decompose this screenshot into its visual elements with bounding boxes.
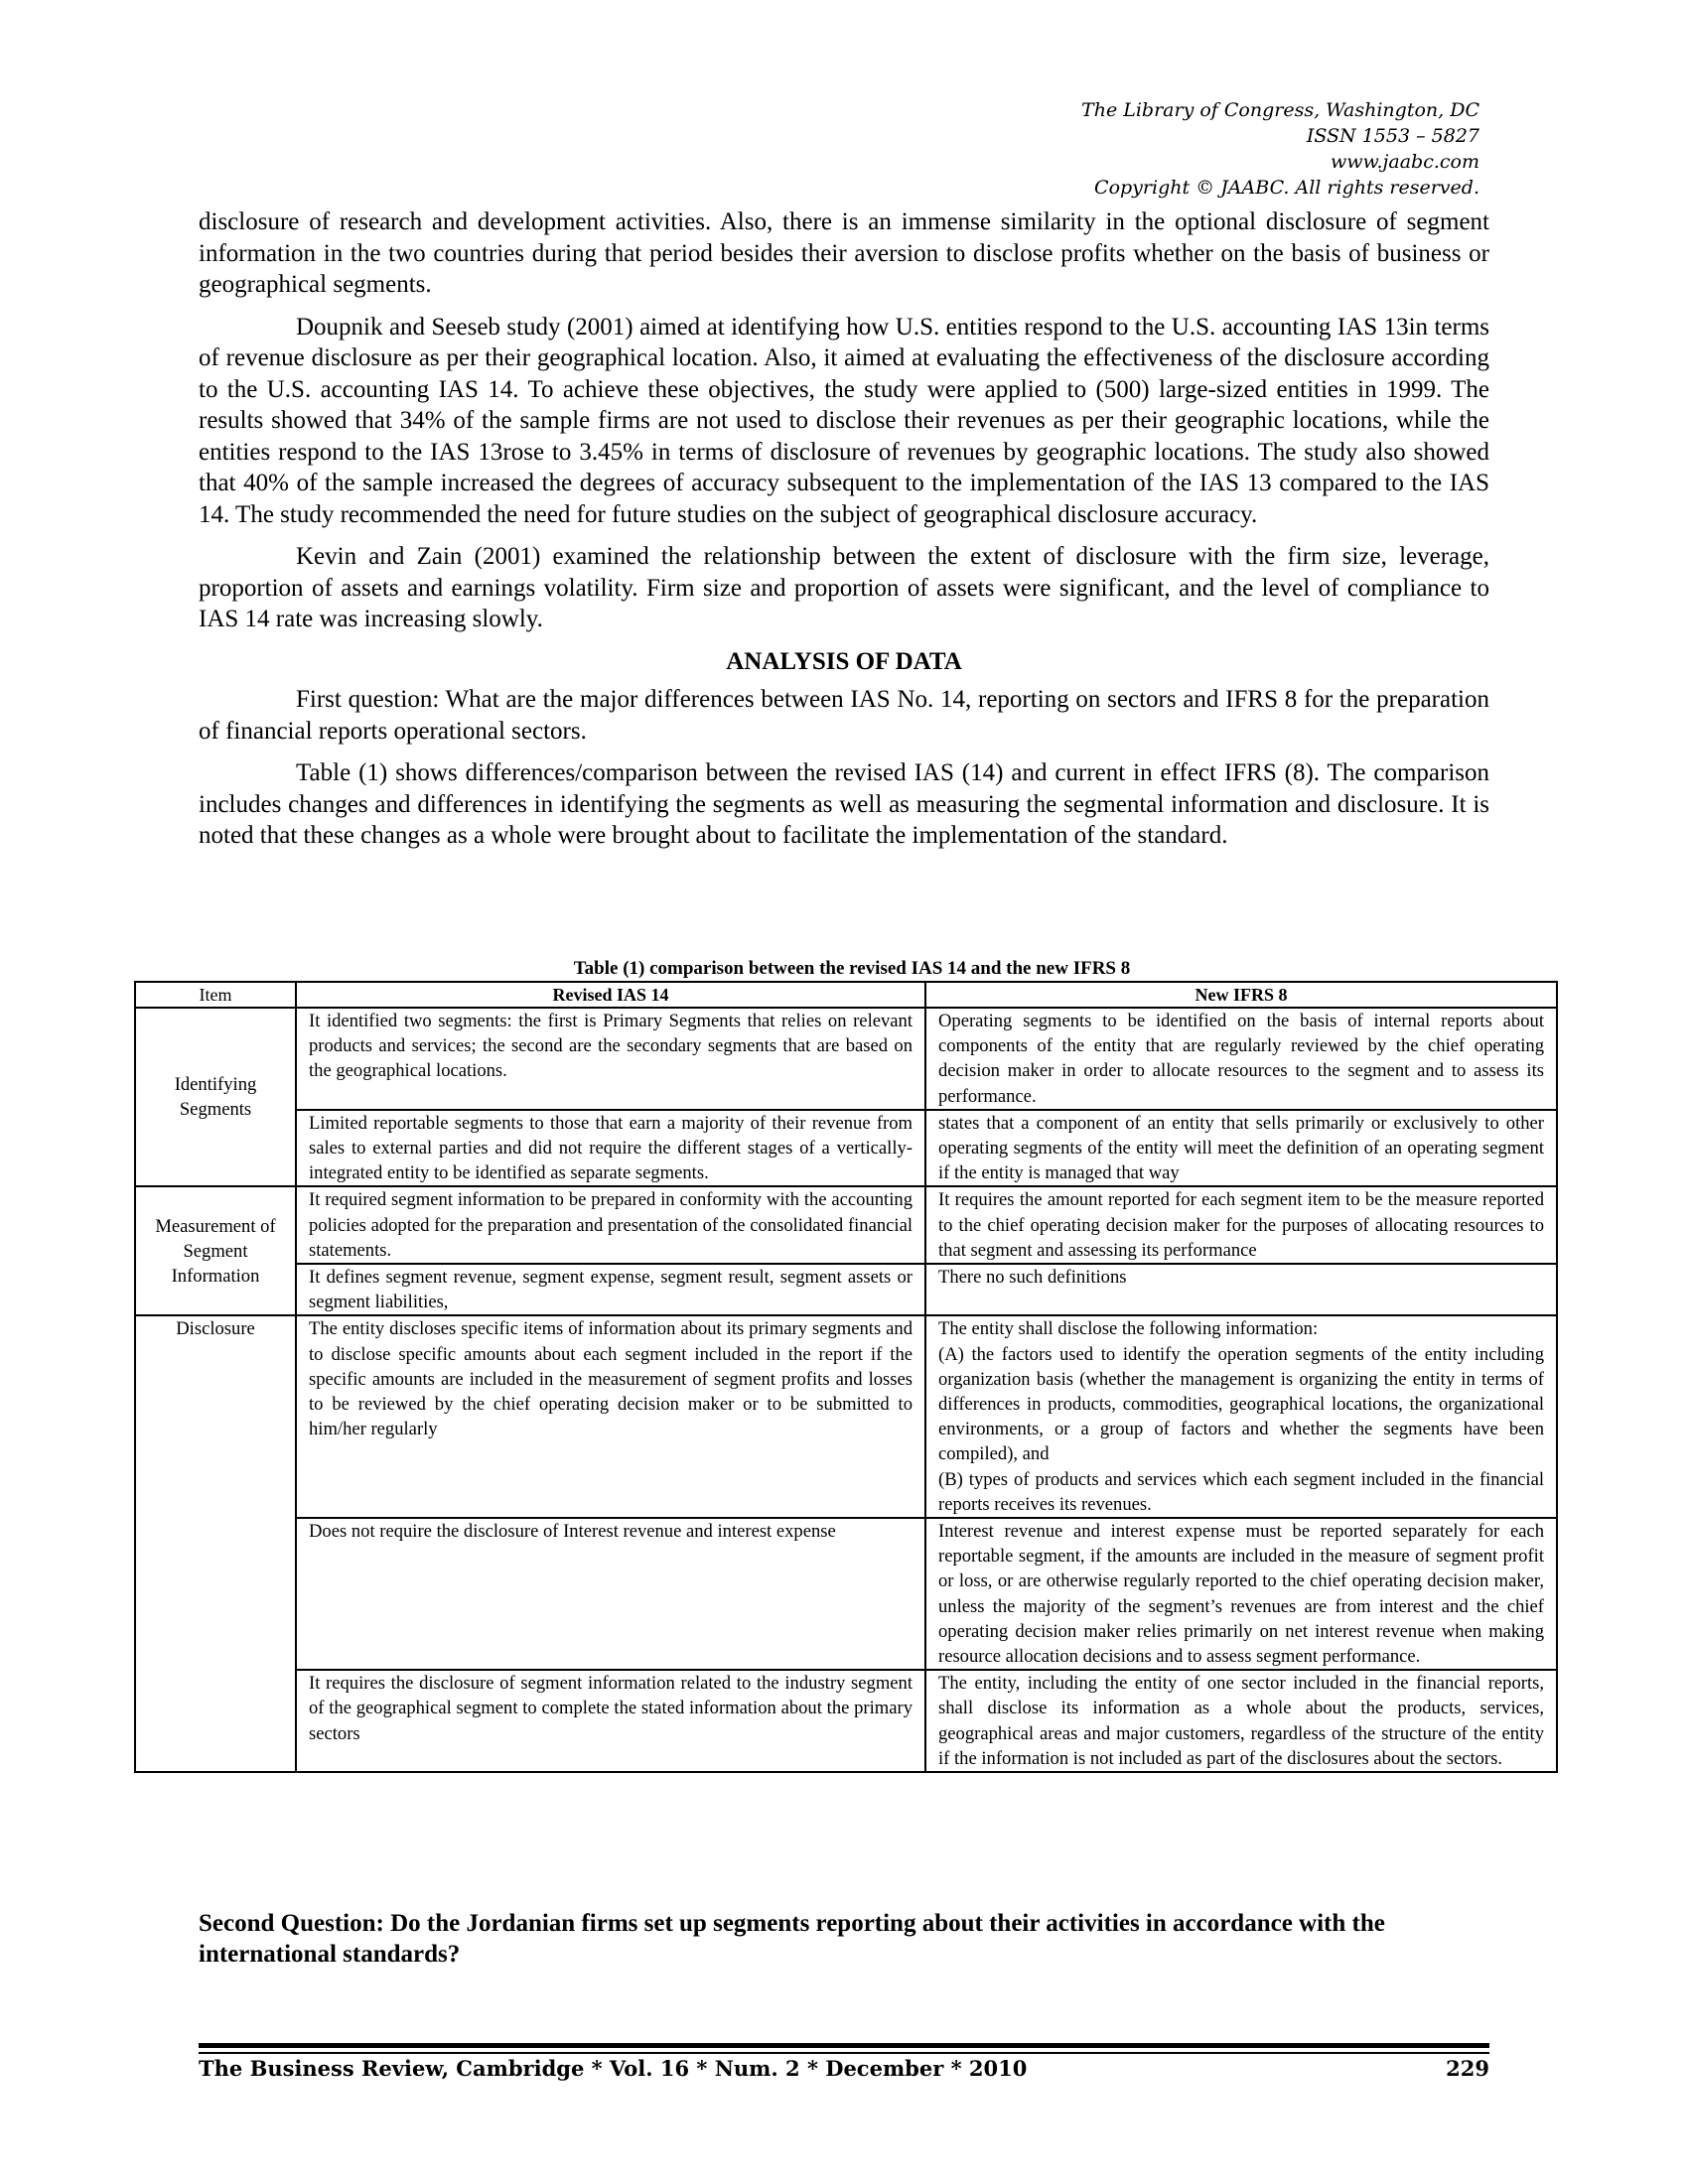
ifrs8-cell: The entity, including the entity of one sector included in the financial reports, shall disclose its information as a whole about the products, services, geographical areas and major customers, regardless of the structure of the entity if the information is not included as part of the disclosures about the sectors.	[925, 1670, 1557, 1772]
ias14-cell: Does not require the disclosure of Interest revenue and interest expense	[296, 1518, 925, 1670]
table-row	[135, 1315, 1557, 1518]
item-cell-disclosure: Disclosure	[135, 1315, 296, 1772]
header-library-line: The Library of Congress, Washington, DC	[1081, 99, 1479, 121]
column-header-item: Item	[135, 982, 296, 1008]
ifrs8-cell-line: (A) the factors used to identify the operation segments of the entity including organization basis (whether the management is organizing the entity in terms of differences in products, commodities, geographical locations, the organizational environments, or a group of factors and whether the segments have been compiled), and	[938, 1343, 1544, 1465]
paragraph: Table (1) shows differences/comparison between the revised IAS (14) and current in effect IFRS (8). The comparison includes changes and differences in identifying the segments as well as measuring the segmental information and disclosure. It is noted that these changes as a whole were brought about to facilitate the implementation of the standard.	[199, 759, 1489, 849]
footer-journal-info: The Business Review, Cambridge * Vol. 16 * Num. 2 * December * 2010	[199, 2056, 1028, 2081]
ias14-cell: It identified two segments: the first is Primary Segments that relies on relevant products and services; the second are the secondary segments that are based on the geographical locations.	[296, 1008, 925, 1110]
ias14-cell: Limited reportable segments to those that earn a majority of their revenue from sales to external parties and did not require the different stages of a vertically-integrated entity to be identified as separate segments.	[296, 1110, 925, 1187]
header-copyright-line: Copyright © JAABC. All rights reserved.	[1094, 177, 1479, 199]
page-number: 229	[1446, 2056, 1489, 2081]
header-issn-line: ISSN 1553 – 5827	[1306, 125, 1479, 147]
paragraph: Doupnik and Seeseb study (2001) aimed at identifying how U.S. entities respond to the U.S. accounting IAS 13in terms of revenue disclosure as per their geographical location. Also, it aimed at evaluating the effectiveness of the disclosure according to the U.S. accounting IAS 14. To achieve these objectives, the study were applied to (500) large-sized entities in 1999. The results showed that 34% of the sample firms are not used to disclose their revenues as per their geographic locations, while the entities respond to the IAS 13rose to 3.45% in terms of disclosure of revenues by geographic locations. The study also showed that 40% of the sample increased the degrees of accuracy subsequent to the implementation of the IAS 13 compared to the IAS 14. The study recommended the need for future studies on the subject of geographical disclosure accuracy.	[199, 313, 1489, 528]
body-text	[199, 206, 1489, 863]
table-row	[135, 1186, 1557, 1264]
ifrs8-cell: Interest revenue and interest expense must be reported separately for each reportable segment, if the amounts are included in the measure of segment profit or loss, or are otherwise regularly reported to the chief operating decision maker, unless the majority of the segment’s revenues are from interest and the chief operating decision maker relies primarily on net interest revenue when making resource allocation decisions and to assess segment performance.	[925, 1518, 1557, 1670]
table-caption: Table (1) comparison between the revised IAS 14 and the new IFRS 8	[573, 958, 1131, 979]
header-website-line: www.jaabc.com	[1330, 151, 1479, 173]
footer-rule-thin	[199, 2052, 1489, 2054]
column-header-ias14: Revised IAS 14	[296, 982, 925, 1008]
item-cell-measurement: Measurement of Segment Information	[135, 1186, 296, 1315]
footer-rule-thick	[199, 2043, 1489, 2048]
ifrs8-cell: states that a component of an entity that sells primarily or exclusively to other operating segments of the entity will meet the definition of an operating segment if the entity is managed that way	[925, 1110, 1557, 1187]
table-row	[135, 1008, 1557, 1110]
table-row	[135, 1110, 1557, 1187]
column-header-ifrs8: New IFRS 8	[925, 982, 1557, 1008]
table-row	[135, 1518, 1557, 1670]
ias14-cell: It required segment information to be prepared in conformity with the accounting policies adopted for the preparation and presentation of the consolidated financial statements.	[296, 1186, 925, 1264]
ias14-cell: The entity discloses specific items of information about its primary segments and to disclose specific amounts about each segment included in the report if the specific amounts are included in the measurement of segment profits and losses to be reviewed by the chief operating decision maker or to be submitted to him/her regularly	[296, 1315, 925, 1518]
paragraph: disclosure of research and development activities. Also, there is an immense similarity in the optional disclosure of segment information in the two countries during that period besides their aversion to disclose profits whether on the basis of business or geographical segments.	[199, 208, 1489, 298]
ias14-cell: It defines segment revenue, segment expense, segment result, segment assets or segment liabilities,	[296, 1264, 925, 1315]
running-header	[1081, 97, 1479, 201]
table-header-row	[135, 982, 1557, 1008]
item-cell-identifying: Identifying Segments	[135, 1008, 296, 1186]
second-question: Second Question: Do the Jordanian firms set up segments reporting about their activities in accordance with the international standards?	[199, 1910, 1385, 1968]
paragraph: Kevin and Zain (2001) examined the relationship between the extent of disclosure with the firm size, leverage, proportion of assets and earnings volatility. Firm size and proportion of assets were significant, and the level of compliance to IAS 14 rate was increasing slowly.	[199, 543, 1489, 632]
paragraph: First question: What are the major differences between IAS No. 14, reporting on sectors and IFRS 8 for the preparation of financial reports operational sectors.	[199, 686, 1489, 745]
comparison-table-block	[134, 957, 1556, 1773]
ifrs8-cell: There no such definitions	[925, 1264, 1557, 1315]
ifrs8-cell	[925, 1315, 1557, 1518]
ifrs8-cell: It requires the amount reported for each segment item to be the measure reported to the chief operating decision maker for the purposes of allocating resources to that segment and assessing its performance	[925, 1186, 1557, 1264]
ias14-cell: It requires the disclosure of segment information related to the industry segment of the geographical segment to complete the stated information about the primary sectors	[296, 1670, 925, 1772]
ifrs8-cell-line: The entity shall disclose the following information:	[938, 1318, 1319, 1340]
table-row	[135, 1670, 1557, 1772]
ifrs8-cell-line: (B) types of products and services which each segment included in the financial reports receives its revenues.	[938, 1468, 1544, 1515]
section-heading: ANALYSIS OF DATA	[726, 647, 962, 675]
ifrs8-cell: Operating segments to be identified on the basis of internal reports about components of the entity that are regularly reviewed by the chief operating decision maker in order to allocate resources to the segment and to assess its performance.	[925, 1008, 1557, 1110]
comparison-table	[134, 981, 1558, 1773]
table-row	[135, 1264, 1557, 1315]
